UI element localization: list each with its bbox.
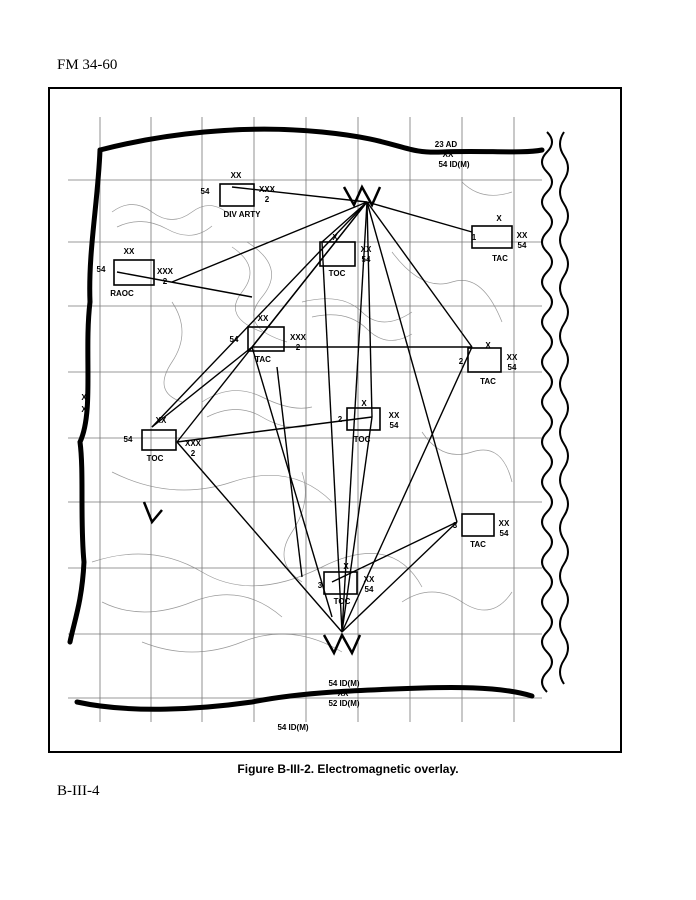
tac-1-echelon: X <box>496 214 502 223</box>
boundary-echelon-bottom: XX <box>337 689 349 698</box>
toc-3-unit-echelon: XX <box>363 575 375 584</box>
left-boundary-mark-1: X <box>81 393 87 402</box>
toc-54-unit-num: 54 <box>361 255 371 264</box>
boundary-label-54id: 54 ID(M) <box>438 160 470 169</box>
toc-2-num: 2 <box>337 415 343 424</box>
electromagnetic-overlay-map <box>50 89 620 751</box>
map-bottom-label: 54 ID(M) <box>277 723 309 732</box>
tac-1-unit-echelon: XX <box>516 231 528 240</box>
toc-3-echelon: X <box>343 562 349 571</box>
toc-left-unit-echelon: XXX <box>184 439 202 448</box>
raoc-echelon: XX <box>123 247 135 256</box>
div-arty-unit-num: 2 <box>264 195 270 204</box>
raoc-label: RAOC <box>110 289 134 298</box>
tac-1-num: 1 <box>471 233 477 242</box>
toc-left-unit-num: 2 <box>190 449 196 458</box>
toc-54-label: TOC <box>328 269 346 278</box>
tac-1-label: TAC <box>492 254 508 263</box>
raoc-unit-echelon: XXX <box>156 267 174 276</box>
tac-1-unit-num: 54 <box>517 241 527 250</box>
tac-2-unit-num: 54 <box>507 363 517 372</box>
tac-2-echelon: X <box>485 341 491 350</box>
tac-center-num: 54 <box>229 335 239 344</box>
figure-caption: Figure B-III-2. Electromagnetic overlay. <box>237 762 459 776</box>
tac-3-unit-echelon: XX <box>498 519 510 528</box>
tac-3-num: 3 <box>452 521 458 530</box>
tac-2-num: 2 <box>458 357 464 366</box>
toc-2-unit-num: 54 <box>389 421 399 430</box>
page-footer: B-III-4 <box>57 783 100 799</box>
toc-left-echelon: XX <box>155 416 167 425</box>
tac-3-unit-num: 54 <box>499 529 509 538</box>
boundary-label-23ad: 23 AD <box>434 140 458 149</box>
left-boundary-mark-2: X <box>81 405 87 414</box>
tac-2-unit-echelon: XX <box>506 353 518 362</box>
map-grid <box>68 117 542 722</box>
toc-2-echelon: X <box>361 399 367 408</box>
div-arty-num: 54 <box>200 187 210 196</box>
div-arty-echelon: XX <box>230 171 242 180</box>
toc-3-unit-num: 54 <box>364 585 374 594</box>
tac-3-label: TAC <box>470 540 486 549</box>
toc-3-label: TOC <box>333 597 351 606</box>
toc-2-unit-echelon: XX <box>388 411 400 420</box>
boundary-label-54id-bottom: 54 ID(M) <box>328 679 360 688</box>
raoc-unit-num: 2 <box>162 277 168 286</box>
page-header: FM 34-60 <box>57 57 118 73</box>
boundary-label-52id: 52 ID(M) <box>328 699 360 708</box>
toc-54-echelon: X <box>332 233 338 242</box>
tac-center-unit-num: 2 <box>295 343 301 352</box>
river-right <box>542 132 568 692</box>
div-arty-unit-echelon: XXX <box>258 185 276 194</box>
toc-left-num: 54 <box>123 435 133 444</box>
tac-center-echelon: XX <box>257 314 269 323</box>
boundary-echelon-xx: XX <box>442 150 454 159</box>
tac-2-label: TAC <box>480 377 496 386</box>
toc-54-unit-echelon: XX <box>360 245 372 254</box>
tac-center-label: TAC <box>255 355 271 364</box>
toc-2-label: TOC <box>353 435 371 444</box>
raoc-num: 54 <box>96 265 106 274</box>
map-frame <box>48 87 622 753</box>
div-arty-label: DIV ARTY <box>223 210 261 219</box>
toc-3-num: 3 <box>317 581 323 590</box>
toc-left-label: TOC <box>146 454 164 463</box>
tac-center-unit-echelon: XXX <box>289 333 307 342</box>
connection-lines <box>117 187 472 632</box>
